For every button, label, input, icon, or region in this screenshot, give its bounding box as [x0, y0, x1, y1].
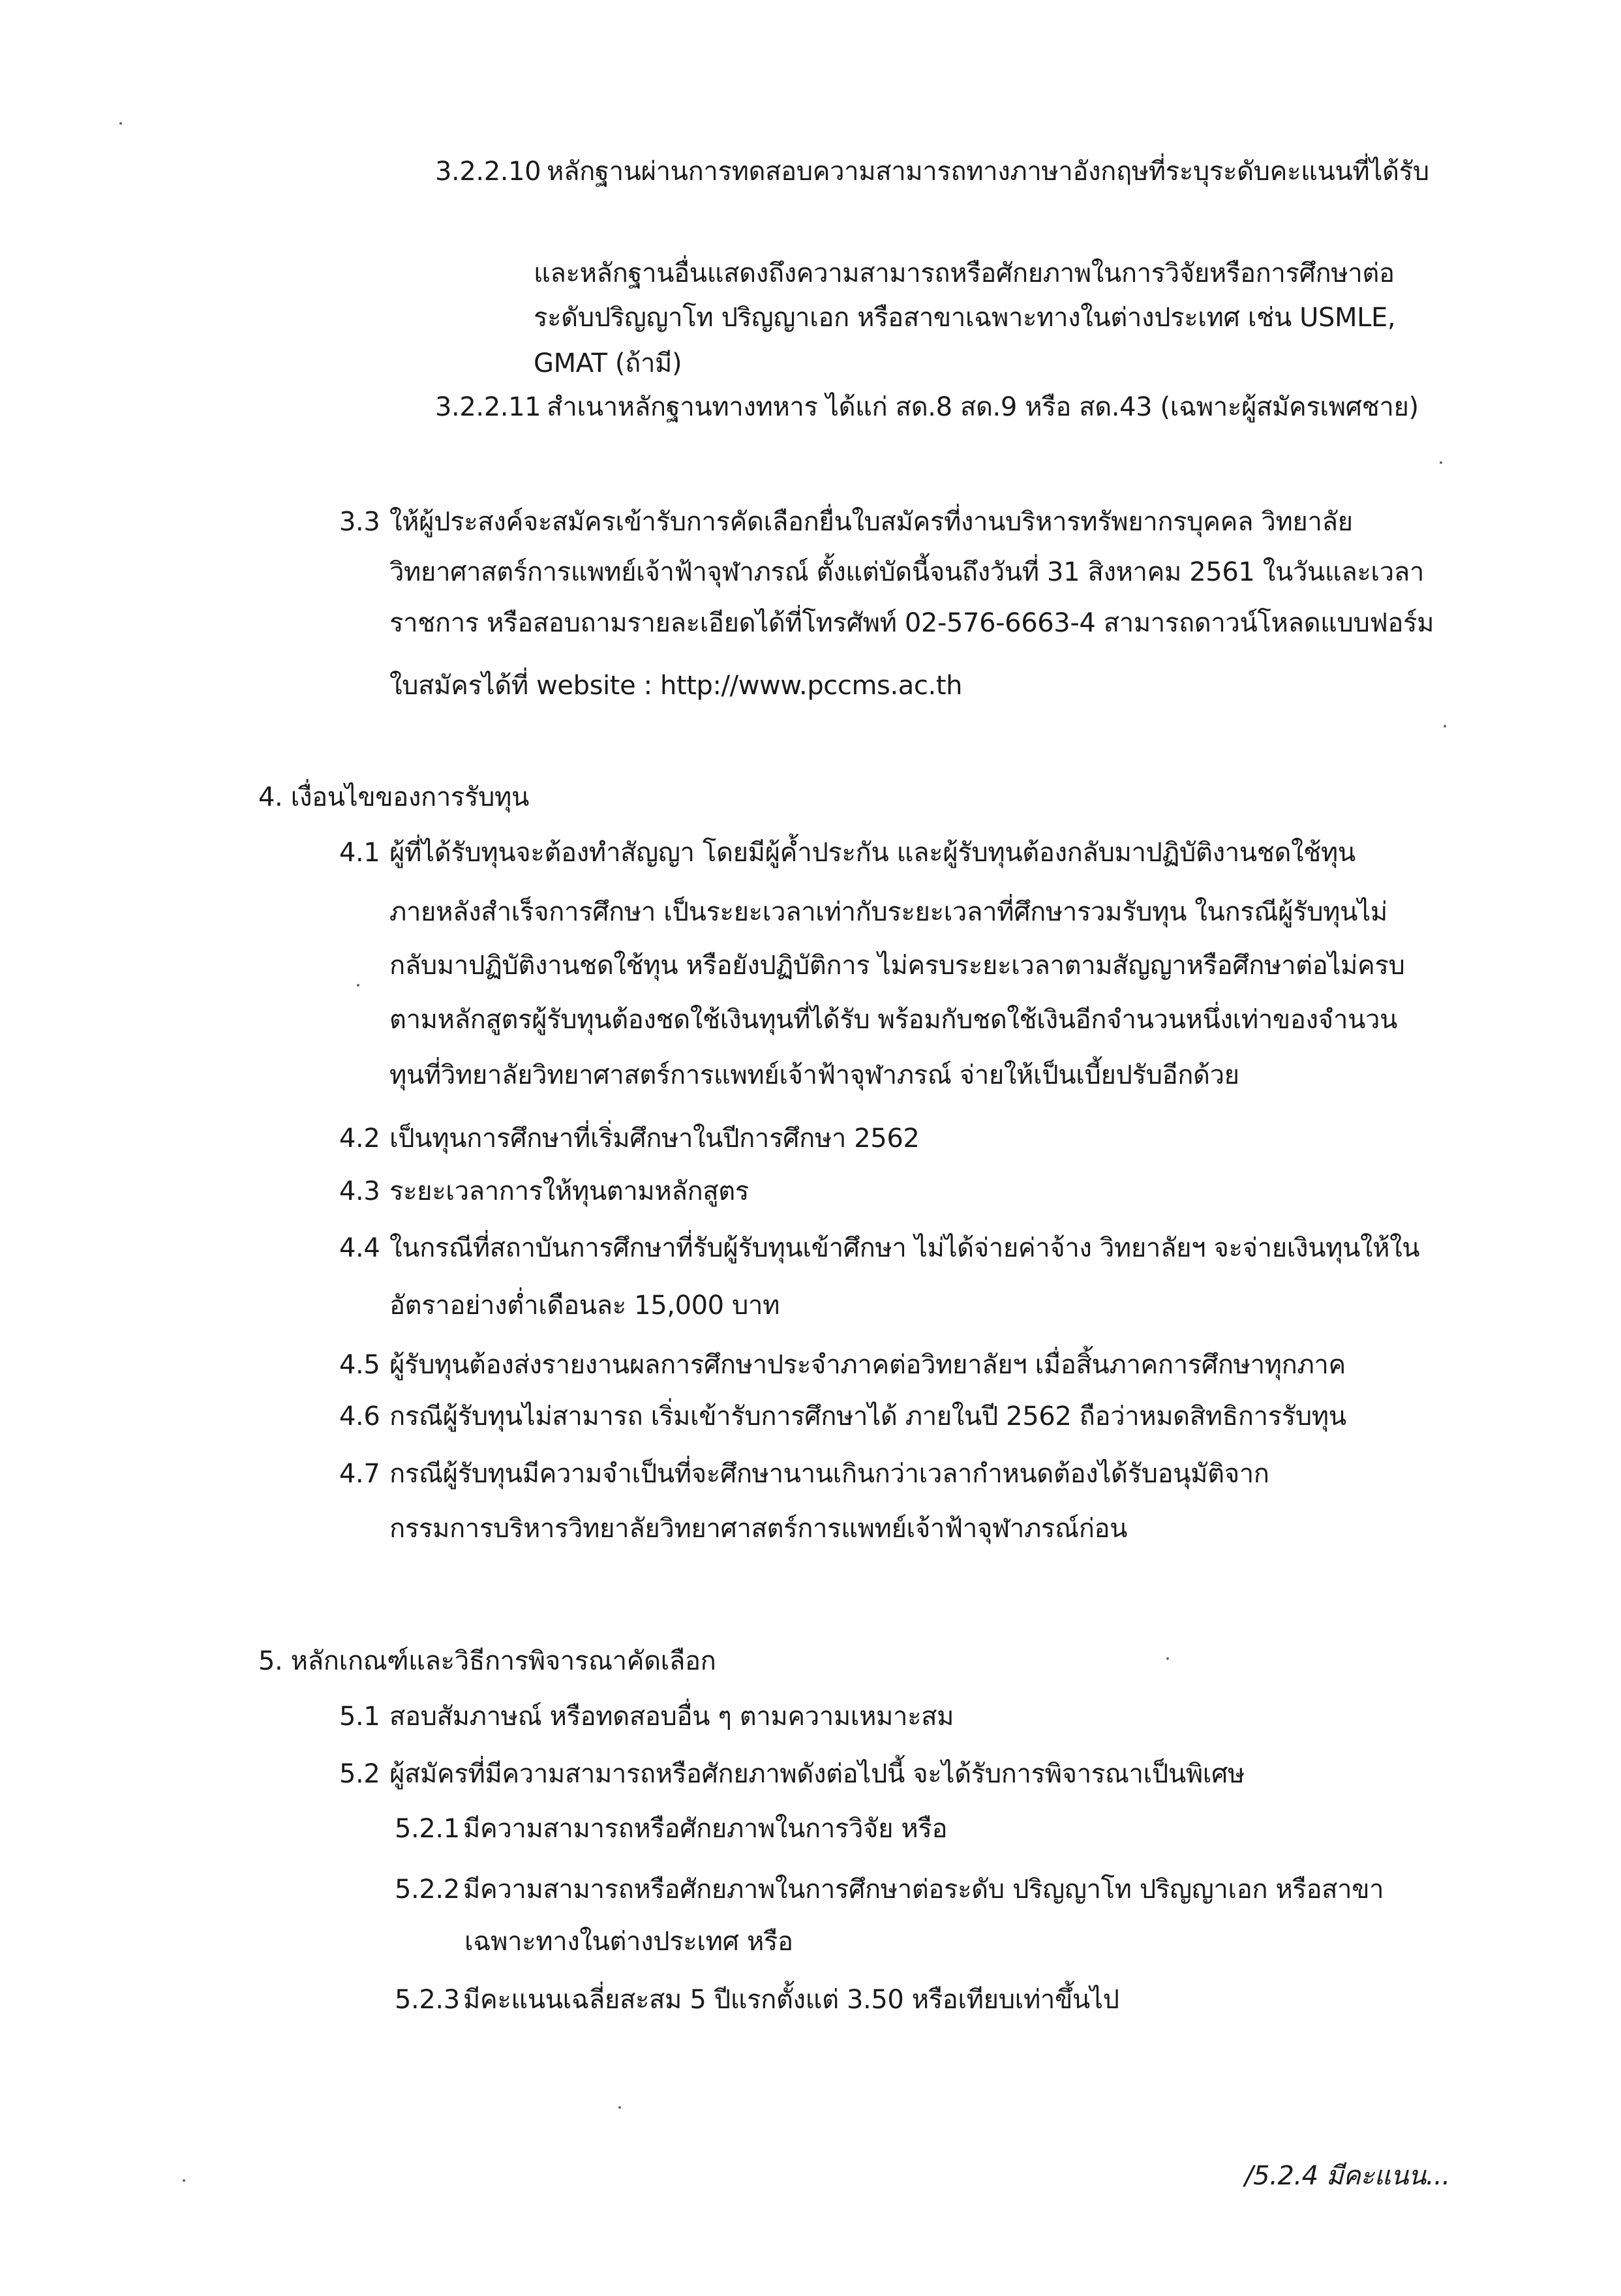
item-number: 5.2.1: [395, 1814, 460, 1844]
continuation-note: /5.2.4 มีคะแนน...: [1245, 2161, 1450, 2191]
item-number: 4.1: [339, 838, 380, 868]
section-heading: 4. เงื่อนไขของการรับทุน: [258, 782, 529, 812]
paragraph-line: ราชการ หรือสอบถามรายละเอียดได้ที่โทรศัพท์ 02-576-6663-4 สามารถดาวน์โหลดแบบฟอร์ม: [389, 608, 1434, 638]
scan-speck: [1440, 461, 1442, 464]
item-number: 3.3: [339, 507, 380, 537]
paragraph-line: ตามหลักสูตรผู้รับทุนต้องชดใช้เงินทุนที่ได้รับ พร้อมกับชดใช้เงินอีกจำนวนหนึ่งเท่าของจำนวน: [389, 1005, 1398, 1035]
scan-speck: [183, 2179, 185, 2182]
section-heading: 5. หลักเกณฑ์และวิธีการพิจารณาคัดเลือก: [258, 1646, 716, 1676]
scan-speck: [357, 984, 359, 987]
paragraph-line: ทุนที่วิทยาลัยวิทยาศาสตร์การแพทย์เจ้าฟ้าจุฬาภรณ์ จ่ายให้เป็นเบี้ยปรับอีกด้วย: [389, 1060, 1239, 1090]
paragraph-line: ให้ผู้ประสงค์จะสมัครเข้ารับการคัดเลือกยื่นใบสมัครที่งานบริหารทรัพยากรบุคคล วิทยาลัย: [389, 507, 1353, 537]
paragraph-line: และหลักฐานอื่นแสดงถึงความสามารถหรือศักยภาพในการวิจัยหรือการศึกษาต่อ: [534, 258, 1395, 288]
paragraph-line: เฉพาะทางในต่างประเทศ หรือ: [464, 1927, 793, 1957]
item-number: 4.4: [339, 1233, 380, 1263]
item-number: 4.3: [339, 1176, 380, 1206]
paragraph-line: สอบสัมภาษณ์ หรือทดสอบอื่น ๆ ตามความเหมาะสม: [389, 1702, 954, 1732]
item-number: 4.6: [339, 1401, 380, 1431]
paragraph-line: ผู้รับทุนต้องส่งรายงานผลการศึกษาประจำภาคต่อวิทยาลัยฯ เมื่อสิ้นภาคการศึกษาทุกภาค: [389, 1350, 1346, 1380]
paragraph-line: กรรมการบริหารวิทยาลัยวิทยาศาสตร์การแพทย์เจ้าฟ้าจุฬาภรณ์ก่อน: [389, 1514, 1128, 1544]
paragraph-line: GMAT (ถ้ามี): [534, 348, 682, 378]
paragraph-line: ผู้ที่ได้รับทุนจะต้องทำสัญญา โดยมีผู้ค้ำประกัน และผู้รับทุนต้องกลับมาปฏิบัติงานชดใช้ทุน: [389, 838, 1356, 868]
item-number: 5.2.3: [395, 1985, 460, 2015]
paragraph-line: กรณีผู้รับทุนไม่สามารถ เริ่มเข้ารับการศึกษาได้ ภายในปี 2562 ถือว่าหมดสิทธิการรับทุน: [389, 1401, 1346, 1431]
scan-speck: [618, 2106, 621, 2109]
paragraph-line: ภายหลังสำเร็จการศึกษา เป็นระยะเวลาเท่ากับระยะเวลาที่ศึกษารวมรับทุน ในกรณีผู้รับทุนไม่: [389, 897, 1387, 927]
paragraph-line: สำเนาหลักฐานทางทหาร ได้แก่ สด.8 สด.9 หรือ สด.43 (เฉพาะผู้สมัครเพศชาย): [547, 392, 1419, 422]
paragraph-line: เป็นทุนการศึกษาที่เริ่มศึกษาในปีการศึกษา 2562: [389, 1124, 920, 1154]
scan-speck: [1444, 725, 1446, 727]
paragraph-line: อัตราอย่างต่ำเดือนละ 15,000 บาท: [389, 1291, 780, 1321]
item-number: 4.2: [339, 1124, 380, 1154]
item-number: 5.2.2: [395, 1875, 460, 1905]
paragraph-line: ระยะเวลาการให้ทุนตามหลักสูตร: [389, 1176, 749, 1206]
paragraph-line: ผู้สมัครที่มีความสามารถหรือศักยภาพดังต่อไปนี้ จะได้รับการพิจารณาเป็นพิเศษ: [389, 1759, 1245, 1789]
item-number: 5.2: [339, 1759, 380, 1789]
scan-speck: [119, 122, 122, 125]
paragraph-line: วิทยาศาสตร์การแพทย์เจ้าฟ้าจุฬาภรณ์ ตั้งแต่บัดนี้จนถึงวันที่ 31 สิงหาคม 2561 ในวันและเวลา: [389, 557, 1424, 587]
paragraph-line: มีคะแนนเฉลี่ยสะสม 5 ปีแรกตั้งแต่ 3.50 หรือเทียบเท่าขึ้นไป: [463, 1985, 1119, 2015]
scan-speck: [1166, 1657, 1169, 1660]
item-number: 4.5: [339, 1350, 380, 1380]
paragraph-line: ในกรณีที่สถาบันการศึกษาที่รับผู้รับทุนเข้าศึกษา ไม่ได้จ่ายค่าจ้าง วิทยาลัยฯ จะจ่ายเงินทุนให้ใน: [389, 1233, 1420, 1263]
paragraph-line: กลับมาปฏิบัติงานชดใช้ทุน หรือยังปฏิบัติการ ไม่ครบระยะเวลาตามสัญญาหรือศึกษาต่อไม่ครบ: [389, 951, 1405, 981]
item-number: 4.7: [339, 1459, 380, 1489]
paragraph-line: กรณีผู้รับทุนมีความจำเป็นที่จะศึกษานานเกินกว่าเวลากำหนดต้องได้รับอนุมัติจาก: [389, 1459, 1269, 1489]
paragraph-line: มีความสามารถหรือศักยภาพในการศึกษาต่อระดับ ปริญญาโท ปริญญาเอก หรือสาขา: [463, 1875, 1384, 1905]
paragraph-line: มีความสามารถหรือศักยภาพในการวิจัย หรือ: [463, 1814, 948, 1844]
paragraph-line: หลักฐานผ่านการทดสอบความสามารถทางภาษาอังกฤษที่ระบุระดับคะแนนที่ได้รับ: [547, 157, 1429, 187]
item-number: 3.2.2.10: [435, 157, 541, 187]
paragraph-line: ใบสมัครได้ที่ website : http://www.pccms.ac.th: [389, 671, 963, 701]
item-number: 3.2.2.11: [435, 392, 541, 422]
paragraph-line: ระดับปริญญาโท ปริญญาเอก หรือสาขาเฉพาะทางในต่างประเทศ เช่น USMLE,: [534, 303, 1396, 333]
item-number: 5.1: [339, 1702, 380, 1732]
